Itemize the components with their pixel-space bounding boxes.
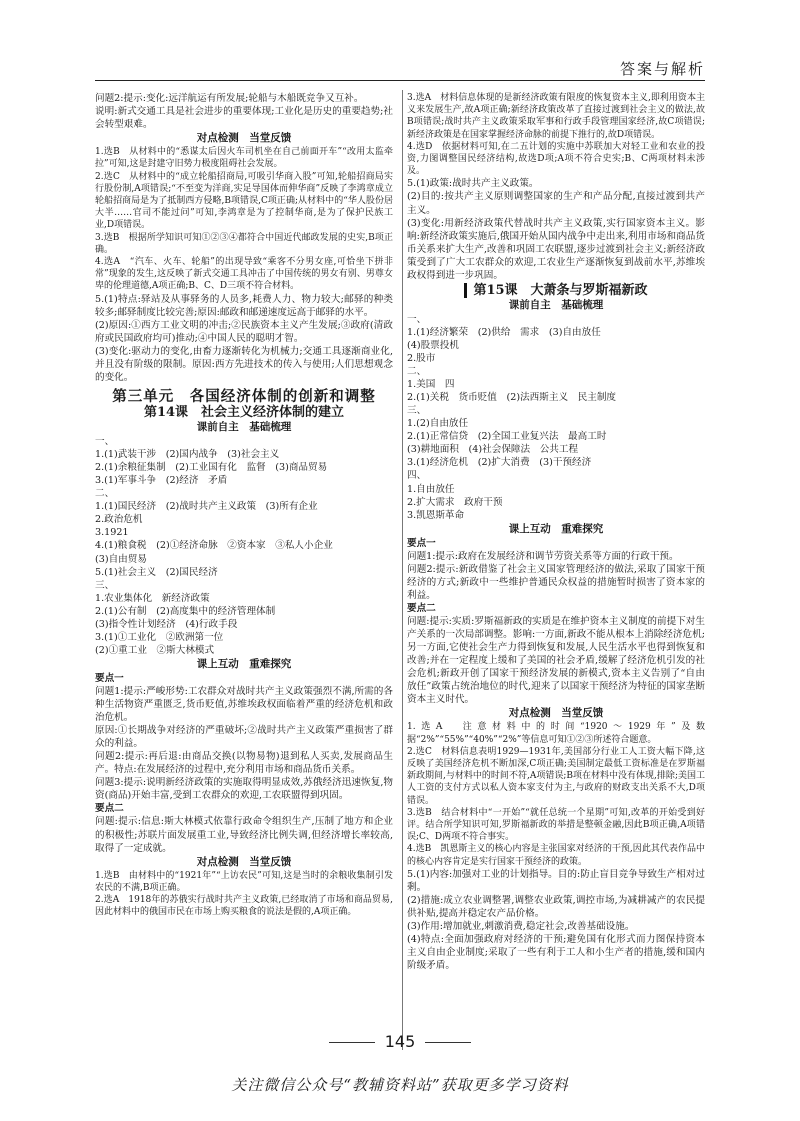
- paragraph: 问题2:提示:再后退:由商品交换(以物易物)退到私人买卖,发展商品生产。特点:在发展经济的过程中,充分利用市场和商品货币关系。: [95, 751, 393, 776]
- column-divider: [402, 90, 403, 1050]
- paragraph: (3)作用:增加就业,刺激消费,稳定社会,改善基础设施。: [407, 920, 635, 932]
- paragraph: 3.1921: [95, 527, 129, 539]
- section-heading: 对点检测 当堂反馈: [508, 707, 604, 720]
- paragraph: 三、: [407, 405, 427, 417]
- right-column: [407, 92, 705, 972]
- paragraph: 1.(2)自由放任: [407, 418, 469, 430]
- paragraph: 5.(1)政策:战时共产主义政策。: [407, 178, 539, 190]
- header-title: 答案与解析: [619, 60, 705, 78]
- paragraph: 3.(1)①工业化 ②欧洲第一位: [95, 631, 224, 643]
- paragraph: 3.(1)经济危机 (2)扩大消费 (3)干预经济: [407, 457, 592, 469]
- lesson-title: 第14课 社会主义经济体制的建立: [143, 405, 345, 420]
- answer-explanation: 2.选C 从材料中的“成立轮船招商局,可吸引华商入股”可知,轮船招商局实行股份制,A项错误;“不至变为洋商,实足导国体而伸华商”反映了李鸿章成立轮船招商局是为了抵制西方侵略,B项错误,C项正确;从材料中的“华人股份居大半……官司不能过问”可知,李鸿章是为了控制华商,是为了保护民族工业,D项错误。: [95, 171, 393, 231]
- answer-explanation: 3.选A 材料信息体现的是新经济政策有限度的恢复资本主义,即利用资本主义来发展生产,故A项正确;新经济政策改革了直接过渡到社会主义的做法,故B项错误;战时共产主义政策采取军事和行政手段管理国家经济,故C项错误;新经济政策是在国家掌握经济命脉的前提下推行的,故D项错误。: [407, 93, 705, 140]
- paragraph: (3)指令性计划经济 (4)行政手段: [95, 618, 238, 630]
- paragraph: 问题2:提示:变化:远洋航运有所发展;轮船与木船既竞争又互补。: [95, 93, 364, 104]
- paragraph: 1.(1)经济繁荣 (2)供给 需求 (3)自由放任: [407, 326, 601, 338]
- paragraph: 2.(1)公有制 (2)高度集中的经济管理体制: [95, 605, 276, 617]
- lesson-title-text: 第15课 大萧条与罗斯福新政: [464, 283, 647, 298]
- paragraph: (2)措施:成立农业调整署,调整农业政策,调控市场,为减耕减产的农民提供补贴,提高并稳定农产品价格。: [407, 894, 705, 919]
- paragraph: 四、: [407, 470, 427, 482]
- paragraph: (3)变化:驱动力的变化,由畜力逐渐转化为机械力;交通工具逐渐商业化,并且没有阶级的限制。原因:西方先进技术的传入与使用;人们思想观念的变化。: [95, 345, 393, 383]
- answer-explanation: 3.选B 结合材料中“一开始”“就任总统一个星期”可知,改革的开始受到好评。结合所学知识可知,罗斯福新政的举措是整顿金融,因此B项正确,A项错误;C、D两项不符合事实。: [407, 807, 705, 843]
- answer-explanation: 1.选B 从材料中的“悉谋太后因火车司机坐在自己前面开车”“改用太监牵拉”可知,这是封建守旧势力极度阻碍社会发展。: [95, 147, 393, 170]
- paragraph: 4.(1)粮食税 (2)①经济命脉 ②资本家 ③私人小企业: [95, 540, 333, 552]
- paragraph: (3)耕地面积 (4)社会保障法 公共工程: [407, 444, 579, 456]
- paragraph: 1.自由放任: [407, 483, 455, 495]
- paragraph: 5.(1)社会主义 (2)国民经济: [95, 566, 218, 578]
- unit-title: 第三单元 各国经济体制的创新和调整: [112, 387, 376, 405]
- key-point-label: 要点一: [95, 672, 124, 684]
- paragraph: 问题:提示:实质:罗斯福新政的实质是在维护资本主义制度的前提下对生产关系的一次局部调整。影响:一方面,新政不能从根本上消除经济危机;另一方面,它使社会生产力得到恢复和发展,人民生活水平也得到恢复和改善;并在一定程度上缓和了美国的社会矛盾,缓解了经济危机引发的社会危机;新政开创了国家干预经济发展的新模式,资本主义告别了“自由放任”政策占统治地位的时代,迎来了以国家干预经济为特征的国家垄断资本主义时代。: [407, 615, 705, 706]
- key-point-label: 要点二: [95, 803, 124, 815]
- paragraph: 2.扩大需求 政府干预: [407, 496, 503, 508]
- answer-explanation: 1.选A 注意材料中的时间“1920～1929年”及数据“2%”“55%”“40%”“2%”等信息可知①②③所述符合题意。: [407, 722, 705, 745]
- paragraph: (3)自由贸易: [95, 553, 147, 565]
- paragraph: (2)①重工业 ②斯大林模式: [95, 644, 215, 656]
- paragraph: 2.政治危机: [95, 514, 143, 526]
- paragraph: 一、: [407, 313, 427, 325]
- section-heading: 课上互动 重难探究: [508, 522, 604, 535]
- answer-explanation: 2.选C 材料信息表明1929—1931年,美国部分行业工人工资大幅下降,这反映了美国经济危机不断加深,C项正确;美国制定最低工资标准是在罗斯福新政期间,与材料中的时间不符,A项错误;B项在材料中没有体现,排除;美国工人工资的支付方式以私人资本家支付为主,与政府的财政支出关系不大,D项错误。: [407, 746, 705, 806]
- paragraph: 1.(1)武装干涉 (2)国内战争 (3)社会主义: [95, 449, 280, 461]
- paragraph: 原因:①长期战争对经济的严重破坏;②战时共产主义政策严重损害了群众的利益。: [95, 725, 393, 750]
- page-number-text: 145: [384, 1032, 416, 1051]
- paragraph: (2)目的:按共产主义原则调整国家的生产和产品分配,直接过渡到共产主义。: [407, 191, 705, 216]
- paragraph: 问题:提示:信息:斯大林模式依靠行政命令组织生产,压制了地方和企业的积极性;苏联片面发展重工业,导致经济比例失调,但经济增长率较高,取得了一定成就。: [95, 816, 393, 854]
- page-number: [0, 1032, 800, 1051]
- answer-explanation: 4.选D 依据材料可知,在二五计划的实施中苏联加大对轻工业和农业的投资,力图调整国民经济结构,故选D项;A项不符合史实;B、C两项材料未涉及。: [407, 141, 705, 177]
- paragraph: 2.(1)余粮征集制 (2)工业国有化 监督 (3)商品贸易: [95, 462, 328, 474]
- paragraph: 3.(1)军事斗争 (2)经济 矛盾: [95, 475, 228, 487]
- paragraph: 二、: [407, 366, 427, 378]
- paragraph: 问题1:提示:政府在发展经济和调节劳资关系等方面的行政干预。: [407, 550, 679, 562]
- answer-explanation: 3.选B 根据所学知识可知①②③④都符合中国近代邮政发展的史实,B项正确。: [95, 232, 393, 255]
- left-column: [95, 92, 393, 918]
- answer-explanation: 2.选A 1918年的苏俄实行战时共产主义政策,已经取消了市场和商品贸易,因此材料中的俄国市民在市场上购买粮食的说法是假的,A项正确。: [95, 895, 393, 918]
- paragraph: 问题1:提示:严峻形势:工农群众对战时共产主义政策强烈不满,所需的各种生活物资严重匮乏,货币贬值,苏维埃政权面临着严重的经济危机和政治危机。: [95, 685, 393, 724]
- key-point-label: 要点一: [407, 537, 436, 549]
- section-heading: 对点检测 当堂反馈: [196, 132, 292, 145]
- paragraph: 1.(1)国民经济 (2)战时共产主义政策 (3)所有企业: [95, 501, 318, 513]
- paragraph: 2.(1)关税 货币贬值 (2)法西斯主义 民主制度: [407, 392, 617, 404]
- page-header: [95, 58, 705, 81]
- paragraph: 1.农业集体化 新经济政策: [95, 592, 210, 604]
- footer-note: 关注微信公众号“教辅资料站”获取更多学习资料: [231, 1076, 569, 1094]
- page-number-rule-left: [329, 1042, 375, 1043]
- section-heading: 课上互动 重难探究: [196, 657, 292, 670]
- answer-explanation: 1.选B 由材料中的“1921年”“上访农民”可知,这是当时的余粮收集制引发农民的不满,B项正确。: [95, 870, 393, 893]
- lesson-title: [407, 284, 705, 297]
- paragraph: 三、: [95, 579, 115, 591]
- paragraph: (4)股票投机: [407, 339, 459, 351]
- answer-explanation: 4.选B 凯恩斯主义的核心内容是主张国家对经济的干预,因此其代表作品中的核心内容肯定是实行国家干预经济的政策。: [407, 844, 705, 867]
- key-point-label: 要点二: [407, 602, 436, 614]
- paragraph: 5.(1)内容:加强对工业的计划指导。目的:防止盲目竞争导致生产相对过剩。: [407, 868, 705, 893]
- paragraph: (3)变化:用新经济政策代替战时共产主义政策,实行国家资本主义。影响:新经济政策实施后,俄国开始从国内战争中走出来,利用市场和商品货币关系来扩大生产,改善和巩固工农联盟,逐步过渡到社会主义;新经济政策受到了广大工农群众的欢迎,工农业生产逐渐恢复到战前水平,苏维埃政权得到进一步巩固。: [407, 217, 705, 281]
- paragraph: 问题2:提示:新政借鉴了社会主义国家管理经济的做法,采取了国家干预经济的方式;新政中一些维护普通民众权益的措施暂时损害了资本家的利益。: [407, 563, 705, 601]
- paragraph: 问题3:提示:说明新经济政策的实施取得明显成效,苏俄经济迅速恢复,物资(商品)开始丰富,受到工农群众的欢迎,工农联盟得到巩固。: [95, 777, 393, 802]
- paragraph: 5.(1)特点:驿站及从事驿务的人员多,耗费人力、物力较大;邮驿的种类较多;邮驿制度比较完善;原因:邮政和邮递速度远高于邮驿的水平。: [95, 293, 393, 318]
- paragraph: (2)原因:①西方工业文明的冲击;②民族资本主义产生发展;③政府(清政府或民国政府均可)推动;④中国人民的聪明才智。: [95, 319, 393, 344]
- page-number-rule-right: [425, 1042, 471, 1043]
- paragraph: 2.(1)正常信贷 (2)全国工业复兴法 最高工时: [407, 431, 607, 443]
- section-heading: 对点检测 当堂反馈: [196, 855, 292, 868]
- paragraph: 二、: [95, 488, 115, 500]
- paragraph: 说明:新式交通工具是社会进步的重要体现;工业化是历史的重要趋势;社会转型艰难。: [95, 106, 393, 131]
- paragraph: 1.美国 四: [407, 379, 455, 391]
- paragraph: 3.凯恩斯革命: [407, 509, 465, 521]
- paragraph: 2.股市: [407, 353, 436, 365]
- paragraph: 一、: [95, 436, 115, 448]
- section-heading: 课前自主 基础梳理: [508, 298, 604, 311]
- answer-explanation: 4.选A “汽车、火车、轮船”的出现导致“乘客不分男女座,可恰坐下拼非常”现象的发生,这反映了新式交通工具冲击了中国传统的男女有别、男尊女卑的伦理道德,A项正确;B、C、D三项不符合材料。: [95, 257, 393, 292]
- paragraph: (4)特点:全面加强政府对经济的干预;避免国有化形式而力图保持资本主义自由企业制度;采取了一些有利于工人和小生产者的措施,缓和国内阶级矛盾。: [407, 934, 705, 972]
- section-heading: 课前自主 基础梳理: [196, 421, 292, 434]
